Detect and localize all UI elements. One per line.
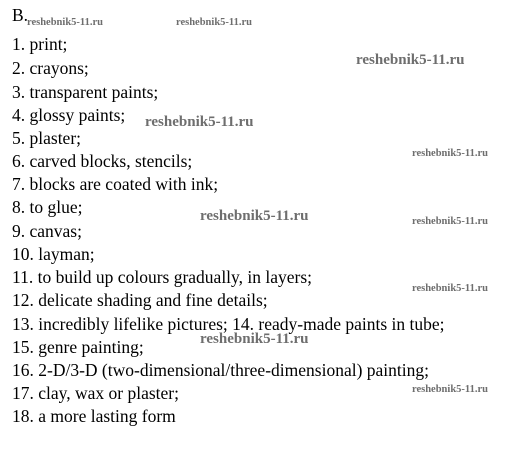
watermark: reshebnik5-11.ru — [200, 208, 309, 224]
watermark: reshebnik5-11.ru — [412, 384, 488, 395]
answer-item-11: 11. to build up colours gradually, in layers; — [12, 267, 313, 287]
watermark: reshebnik5-11.ru — [412, 148, 488, 159]
answer-item-1: 1. print; — [12, 34, 68, 54]
answer-item-12: 12. delicate shading and fine details; — [12, 290, 268, 310]
answer-item-9: 9. canvas; — [12, 221, 82, 241]
watermark: reshebnik5-11.ru — [356, 52, 465, 68]
watermark: reshebnik5-11.ru — [176, 17, 252, 28]
answer-item-16: 16. 2-D/3-D (two-dimensional/three-dimensional) painting; — [12, 360, 429, 380]
answer-item-6: 6. carved blocks, stencils; — [12, 151, 193, 171]
answer-item-5: 5. plaster; — [12, 128, 82, 148]
answer-item-7: 7. blocks are coated with ink; — [12, 174, 219, 194]
answer-item-10: 10. layman; — [12, 244, 95, 264]
answer-item-2: 2. crayons; — [12, 58, 89, 78]
watermark: reshebnik5-11.ru — [200, 331, 309, 347]
answer-item-13-14: 13. incredibly lifelike pictures; 14. ready-made paints in tube; — [12, 314, 445, 334]
answer-item-4: 4. glossy paints; — [12, 105, 126, 125]
watermark: reshebnik5-11.ru — [412, 216, 488, 227]
watermark: reshebnik5-11.ru — [412, 283, 488, 294]
answer-item-17: 17. clay, wax or plaster; — [12, 383, 180, 403]
answer-item-18: 18. a more lasting form — [12, 406, 176, 426]
answer-item-3: 3. transparent paints; — [12, 82, 159, 102]
watermark: reshebnik5-11.ru — [145, 114, 254, 130]
watermark: reshebnik5-11.ru — [27, 17, 103, 28]
section-heading: B. — [12, 5, 29, 25]
answer-item-8: 8. to glue; — [12, 197, 83, 217]
answer-item-15: 15. genre painting; — [12, 337, 144, 357]
